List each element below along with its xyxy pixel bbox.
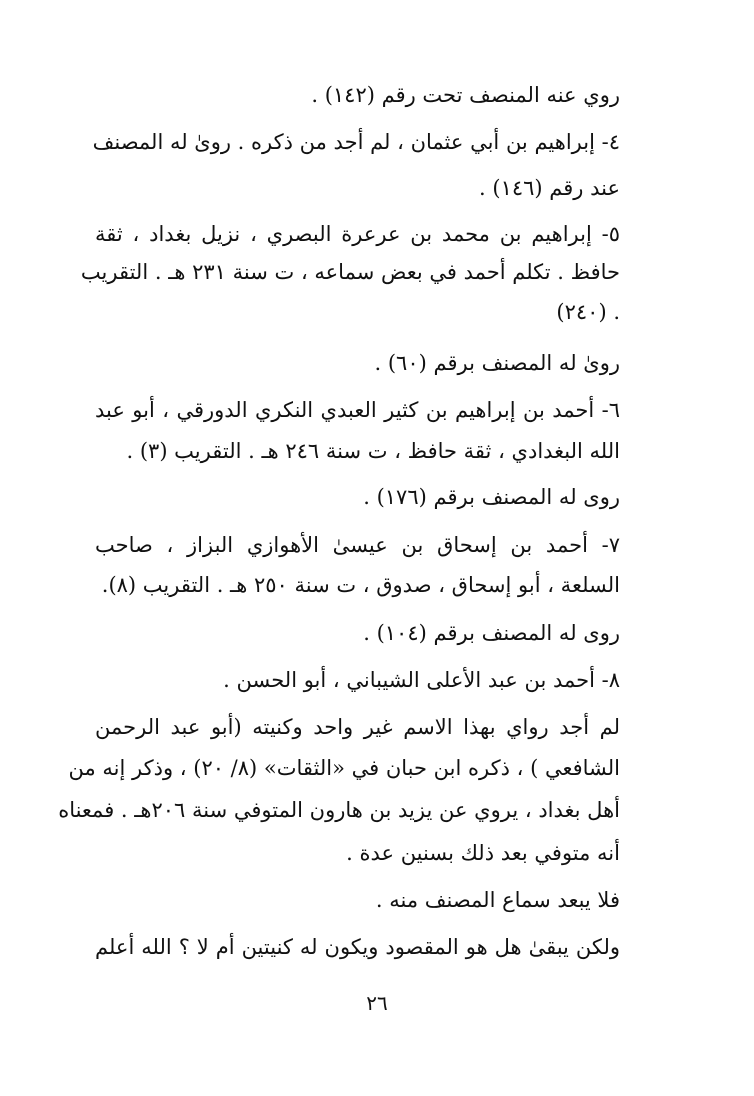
text-line-15: لم أجد رواي بهذا الاسم غير واحد وكنيته (أبو عبد الرحمن [95,715,620,739]
text-line-14: ٨- أحمد بن عبد الأعلى الشيباني ، أبو الحسن . [223,668,620,692]
text-line-1: روي عنه المنصف تحت رقم (١٤٢) . [311,83,620,107]
text-line-12: السلعة ، أبو إسحاق ، صدوق ، ت سنة ٢٥٠ هـ . التقريب (٨). [101,573,620,597]
text-line-13: روى له المصنف برقم (١٠٤) . [363,621,620,645]
text-line-4: ٥- إبراهيم بن محمد بن عرعرة البصري ، نزيل بغداد ، ثقة [95,222,620,246]
text-line-17: أهل بغداد ، يروي عن يزيد بن هارون المتوفي سنة ٢٠٦هـ . فمعناه [58,798,620,822]
text-line-18: أنه متوفي بعد ذلك بسنين عدة . [346,841,620,865]
text-line-5: حافظ . تكلم أحمد في بعض سماعه ، ت سنة ٢٣١ هـ . التقريب [80,260,620,284]
text-line-3: عند رقم (١٤٦) . [479,176,620,200]
text-line-9: الله البغدادي ، ثقة حافظ ، ت سنة ٢٤٦ هـ . التقريب (٣) . [126,439,620,463]
text-line-10: روى له المصنف برقم (١٧٦) . [363,485,620,509]
text-line-6: . (٢٤٠) [556,300,620,324]
text-line-16: الشافعي ) ، ذكره ابن حبان في «الثقات» (٨/ ٢٠) ، وذكر إنه من [68,756,620,780]
text-line-20: ولكن يبقىٰ هل هو المقصود ويكون له كنيتين أم لا ؟ الله أعلم [95,935,620,959]
text-line-11: ٧- أحمد بن إسحاق بن عيسىٰ الأهوازي البزاز ، صاحب [95,533,620,557]
text-line-7: روىٰ له المصنف برقم (٦٠) . [374,351,620,375]
page-number: ٢٦ [366,991,388,1015]
text-line-19: فلا يبعد سماع المصنف منه . [375,888,620,912]
text-line-2: ٤- إبراهيم بن أبي عثمان ، لم أجد من ذكره . روىٰ له المصنف [92,130,620,154]
text-line-8: ٦- أحمد بن إبراهيم بن كثير العبدي النكري الدورقي ، أبو عبد [95,398,620,422]
